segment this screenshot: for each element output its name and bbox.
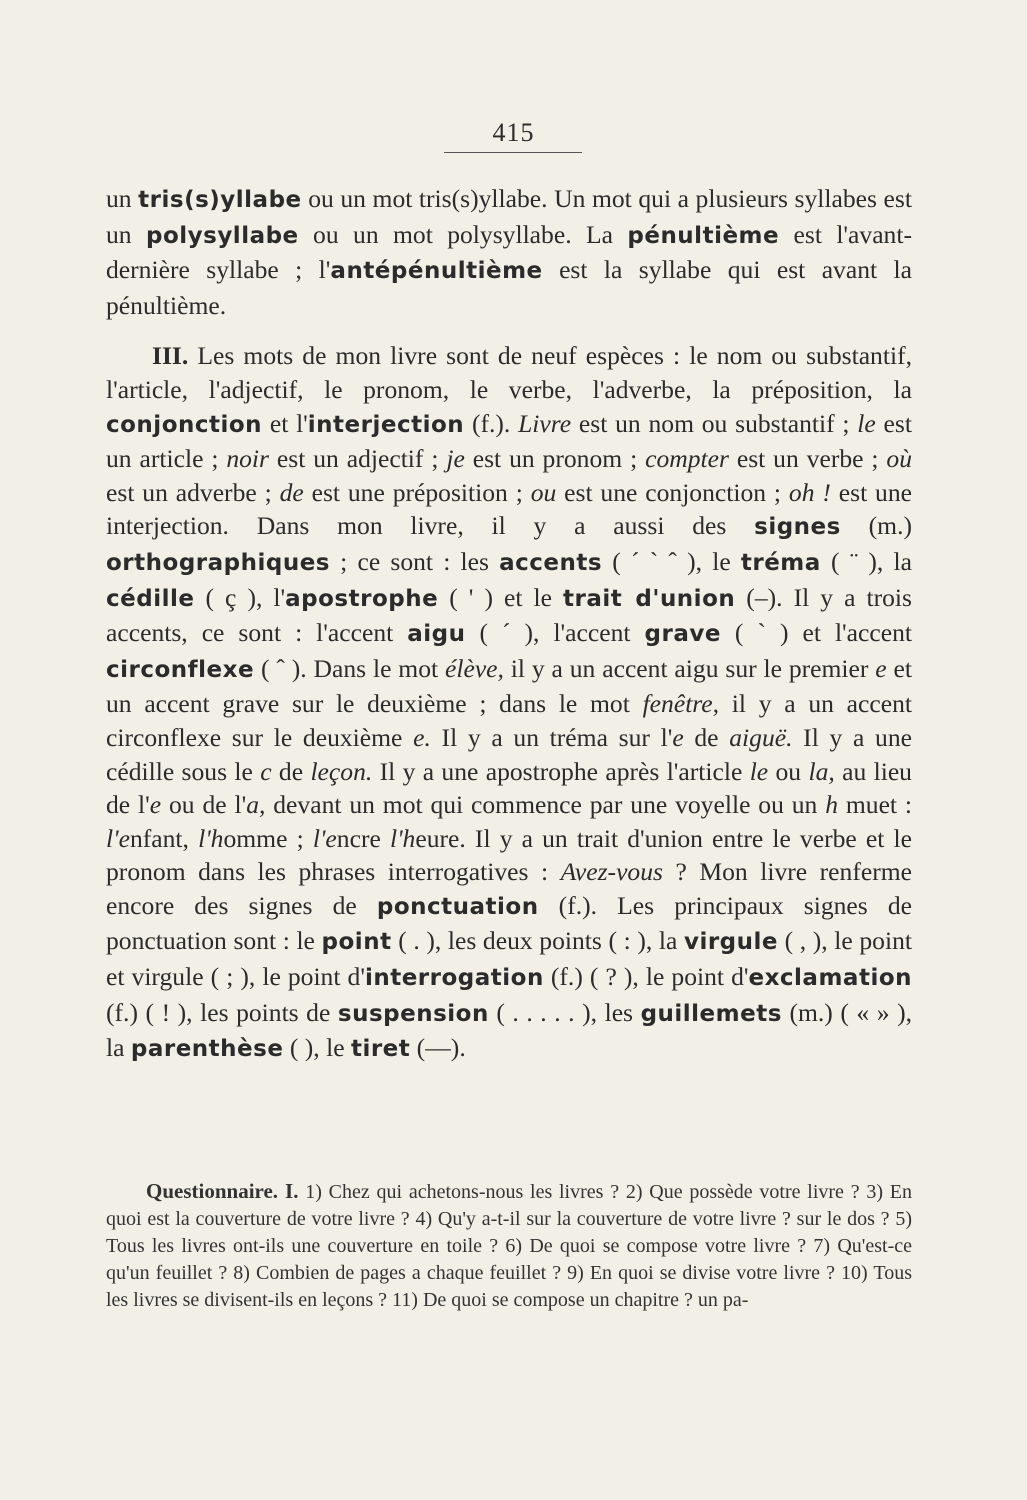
questionnaire-section-number: I.: [278, 1179, 299, 1203]
bold-term: interrogation: [364, 965, 544, 992]
italic-example: la,: [808, 756, 835, 786]
bold-term: ponctuation: [376, 893, 539, 920]
bold-term: antépénultième: [330, 258, 543, 285]
italic-example: fenêtre,: [642, 689, 720, 719]
italic-example: e: [672, 722, 684, 752]
bold-term: aigu: [407, 621, 466, 648]
bold-term: tiret: [350, 1036, 411, 1063]
paragraph-parts-of-speech: III. Les mots de mon livre sont de neuf espèces : le nom ou substantif, l'article, l'adjectif, le pronom, le verbe, l'adverbe, la préposition, la conjonction et l'interjection (f.). Livre est un nom ou substantif ; le est un article ; noir est un adjectif ; je est un pronom ; compter est un verbe ; où est un adverbe ; de est une préposition ; ou est une conjonction ; oh ! est une interjection. Dans mon livre, il y a aussi des signes (m.) orthographiques ; ce sont : les accents ( ´ ` ˆ ), le tréma ( ¨ ), la cédille ( ç ), l'apostrophe ( ' ) et le trait d'union (–). Il y a trois accents, ce sont : l'accent aigu ( ´ ), l'accent grave ( ` ) et l'accent circonflexe ( ˆ ). Dans le mot élève, il y a un accent aigu sur le premier e et un accent grave sur le deuxième ; dans le mot fenêtre, il y a un accent circonflexe sur le deuxième e. Il y a un tréma sur l'e de aiguë. Il y a une cédille sous le c de leçon. Il y a une apostrophe après l'article le ou la, au lieu de l'e ou de l'a, devant un mot qui commence par une voyelle ou un h muet : l'enfant, l'homme ; l'encre l'heure. Il y a un trait d'union entre le verbe et le pronom dans les phrases interrogatives : Avez-vous ? Mon livre renferme encore des signes de ponctuation (f.). Les principaux signes de ponctuation sont : le point ( . ), les deux points ( : ), la virgule ( , ), le point et virgule ( ; ), le point d'interrogation (f.) ( ? ), le point d'exclamation (f.) ( ! ), les points de suspension ( . . . . . ), les guillemets (m.) ( « » ), la parenthèse ( ), le tiret (—).: [106, 341, 913, 1063]
body-text: [106, 182, 912, 1067]
italic-example: où: [886, 444, 912, 474]
bold-term: signes: [754, 514, 841, 541]
bold-term: point: [321, 929, 392, 956]
bold-term: circonflexe: [106, 656, 255, 683]
bold-term: conjonction: [106, 411, 263, 438]
bold-term: parenthèse: [130, 1036, 284, 1063]
italic-example: e.: [413, 722, 431, 752]
bold-term: accents: [499, 549, 603, 576]
italic-example: leçon.: [310, 756, 373, 786]
italic-example: oh !: [788, 477, 831, 507]
bold-term: trait d'union: [563, 585, 736, 612]
italic-example: l'e: [312, 823, 337, 853]
italic-example: élève,: [444, 653, 504, 683]
bold-term: cédille: [106, 585, 195, 612]
italic-example: de: [279, 477, 304, 507]
italic-example: l'e: [106, 823, 130, 853]
bold-term: guillemets: [640, 1000, 782, 1027]
italic-example: e: [149, 790, 162, 820]
italic-example: Avez-vous: [560, 857, 663, 887]
questionnaire-text: Questionnaire. I. 1) Chez qui achetons-nous les livres ? 2) Que possède votre livre ? 3) En quoi est la couverture de votre livre ? 4) Qu'y a-t-il sur la couverture de votre livre ? sur le dos ? 5) Tous les livres ont-ils une couverture en toile ? 6) De quoi se compose votre livre ? 7) Qu'est-ce qu'un feuillet ? 8) Combien de pages a chaque feuillet ? 9) En quoi se divise votre livre ? 10) Tous les livres se divisent-ils en leçons ? 11) De quoi se compose un chapitre ? un pa-: [106, 1179, 912, 1311]
italic-example: h: [825, 790, 838, 820]
bold-term: tris(s)yllabe: [138, 187, 302, 213]
italic-example: Livre: [518, 408, 572, 438]
bold-term: exclamation: [748, 965, 912, 992]
bold-term: grave: [644, 621, 721, 648]
paragraph-syllables: un tris(s)yllabe ou un mot tris(s)yllabe. Un mot qui a plusieurs syllabes est un polysyllabe ou un mot polysyllabe. La pénultième est l'avant-dernière syllabe ; l'antépénultième est la syllabe qui est avant la pénultième.: [106, 184, 913, 320]
bold-term: tréma: [740, 549, 821, 576]
questionnaire: [106, 1178, 912, 1314]
italic-example: ou: [530, 477, 557, 507]
italic-example: le: [749, 756, 769, 786]
italic-example: l'h: [198, 823, 224, 853]
italic-example: noir: [226, 444, 269, 474]
italic-example: le: [857, 408, 876, 438]
italic-example: aiguë.: [729, 722, 793, 752]
bold-term: polysyllabe: [145, 222, 299, 249]
bold-term: orthographiques: [106, 549, 330, 576]
italic-example: e: [875, 653, 887, 683]
bold-term: apostrophe: [285, 585, 439, 612]
italic-example: je: [446, 444, 465, 474]
bold-term: pénultième: [627, 222, 780, 249]
italic-example: c: [260, 756, 272, 786]
italic-example: a,: [246, 790, 266, 820]
italic-example: l'h: [389, 823, 416, 853]
bold-term: interjection: [307, 411, 465, 438]
italic-example: compter: [645, 444, 729, 474]
section-number: III.: [152, 341, 189, 371]
page-number: 415: [492, 118, 535, 147]
bold-term: virgule: [683, 929, 778, 956]
header-rule: [444, 152, 582, 153]
bold-term: suspension: [337, 1000, 489, 1027]
questionnaire-title: Questionnaire.: [146, 1179, 279, 1203]
